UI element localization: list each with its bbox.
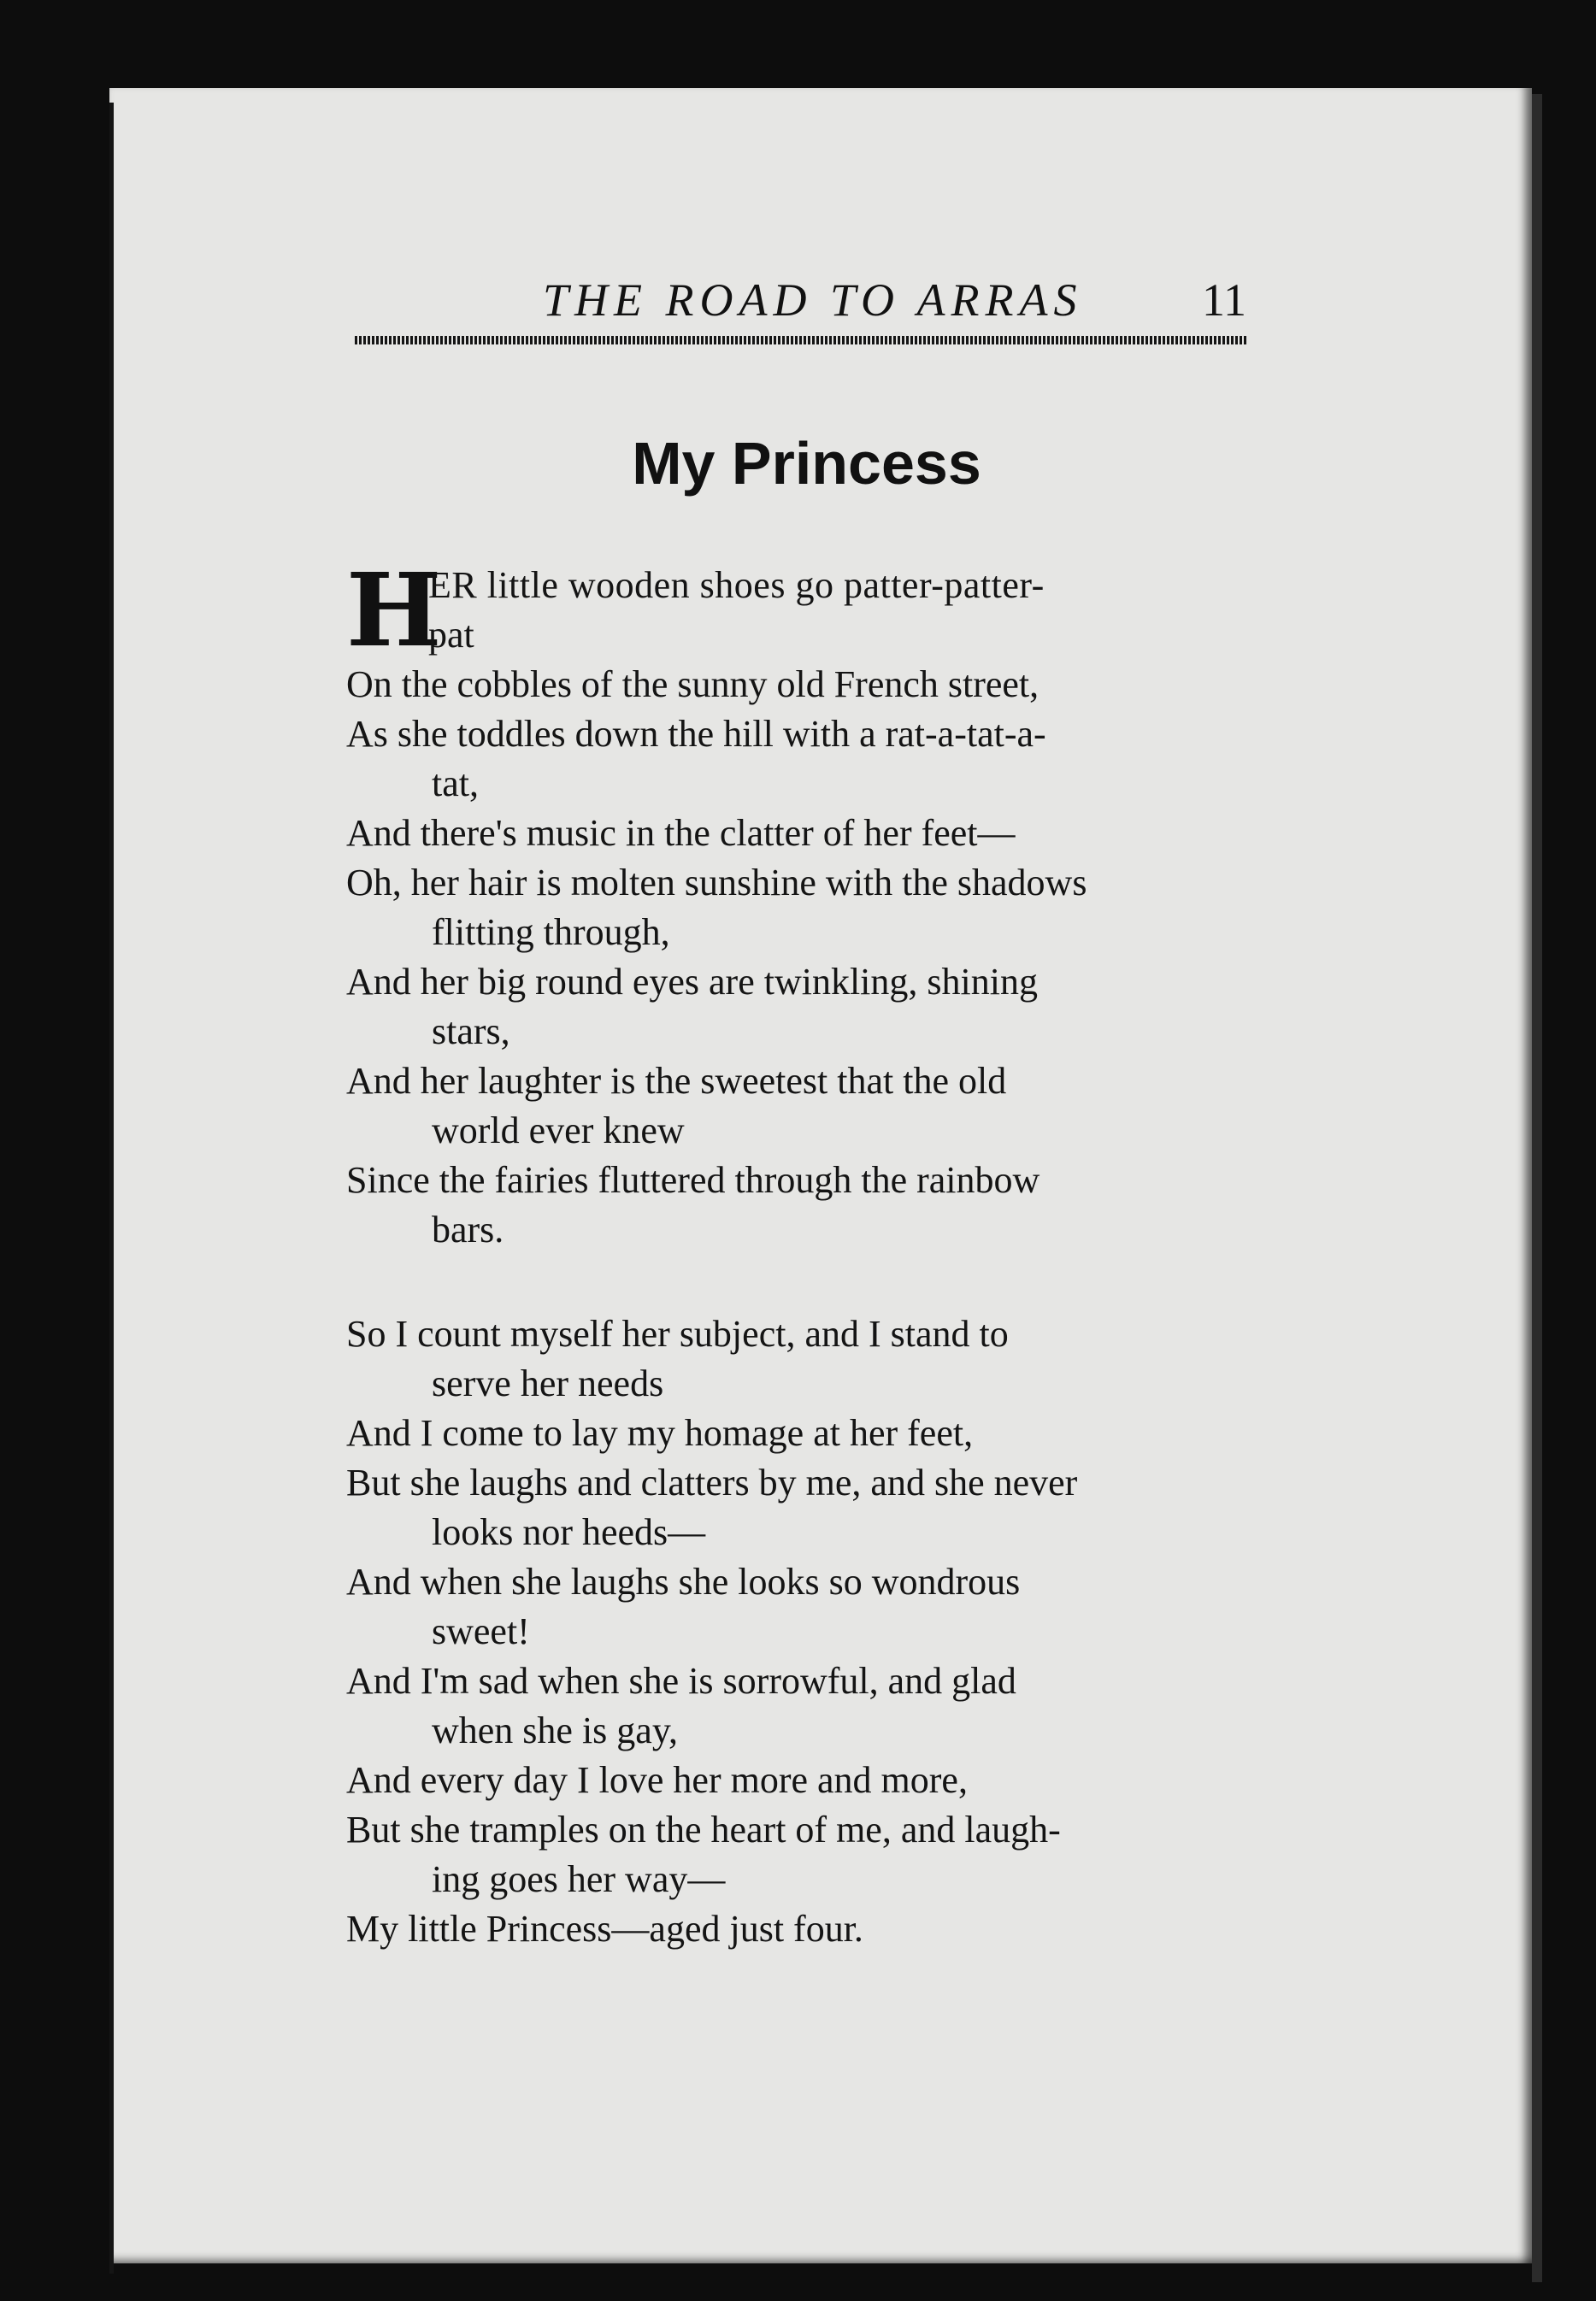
poem-line: On the cobbles of the sunny old French street,	[346, 663, 1039, 705]
poem-line: looks nor heeds—	[432, 1511, 706, 1553]
page-number: 11	[1202, 274, 1246, 326]
poem-line: So I count myself her subject, and I stand to	[346, 1313, 1009, 1355]
poem-line: And there's music in the clatter of her feet—	[346, 812, 1016, 854]
right-page-edge	[1532, 94, 1542, 2282]
poem-line: But she laughs and clatters by me, and she never	[346, 1462, 1078, 1504]
poem-line: And her laughter is the sweetest that the old	[346, 1060, 1007, 1102]
drop-cap: H	[346, 550, 442, 669]
running-head-title: THE ROAD TO ARRAS	[543, 274, 1083, 326]
poem-line: ing goes her way—	[432, 1858, 726, 1900]
ornamental-rule	[355, 336, 1248, 344]
poem-title: My Princess	[632, 430, 981, 497]
poem-line: tat,	[432, 762, 479, 804]
poem-line: stars,	[432, 1010, 510, 1052]
poem-line: And her big round eyes are twinkling, shining	[346, 961, 1038, 1003]
poem-line: As she toddles down the hill with a rat-a-tat-a-	[346, 713, 1046, 755]
poem-line: ER little wooden shoes go patter-patter-	[428, 564, 1045, 606]
left-binding-edge	[109, 103, 114, 2274]
poem-line: But she tramples on the heart of me, and laugh-	[346, 1809, 1061, 1851]
poem-line: flitting through,	[432, 911, 670, 953]
poem-line: And I come to lay my homage at her feet,	[346, 1412, 974, 1454]
poem-line: when she is gay,	[432, 1710, 678, 1751]
poem-line: And when she laughs she looks so wondrous	[346, 1561, 1021, 1603]
poem-line: pat	[428, 614, 474, 656]
stanza-break	[346, 1255, 1248, 1309]
poem-line: And every day I love her more and more,	[346, 1759, 968, 1801]
poem-line: And I'm sad when she is sorrowful, and glad	[346, 1660, 1016, 1702]
poem-line: bars.	[432, 1209, 504, 1251]
running-head	[355, 274, 1248, 333]
poem-line: world ever knew	[432, 1109, 685, 1151]
poem-line: sweet!	[432, 1610, 530, 1652]
poem-line: Since the fairies fluttered through the rainbow	[346, 1159, 1040, 1201]
poem-line: Oh, her hair is molten sunshine with the shadows	[346, 862, 1087, 903]
poem-body	[346, 550, 1248, 1954]
poem-line: serve her needs	[432, 1362, 664, 1404]
stanza-1-opening	[346, 550, 1248, 669]
poem-line: My little Princess—aged just four.	[346, 1908, 863, 1950]
